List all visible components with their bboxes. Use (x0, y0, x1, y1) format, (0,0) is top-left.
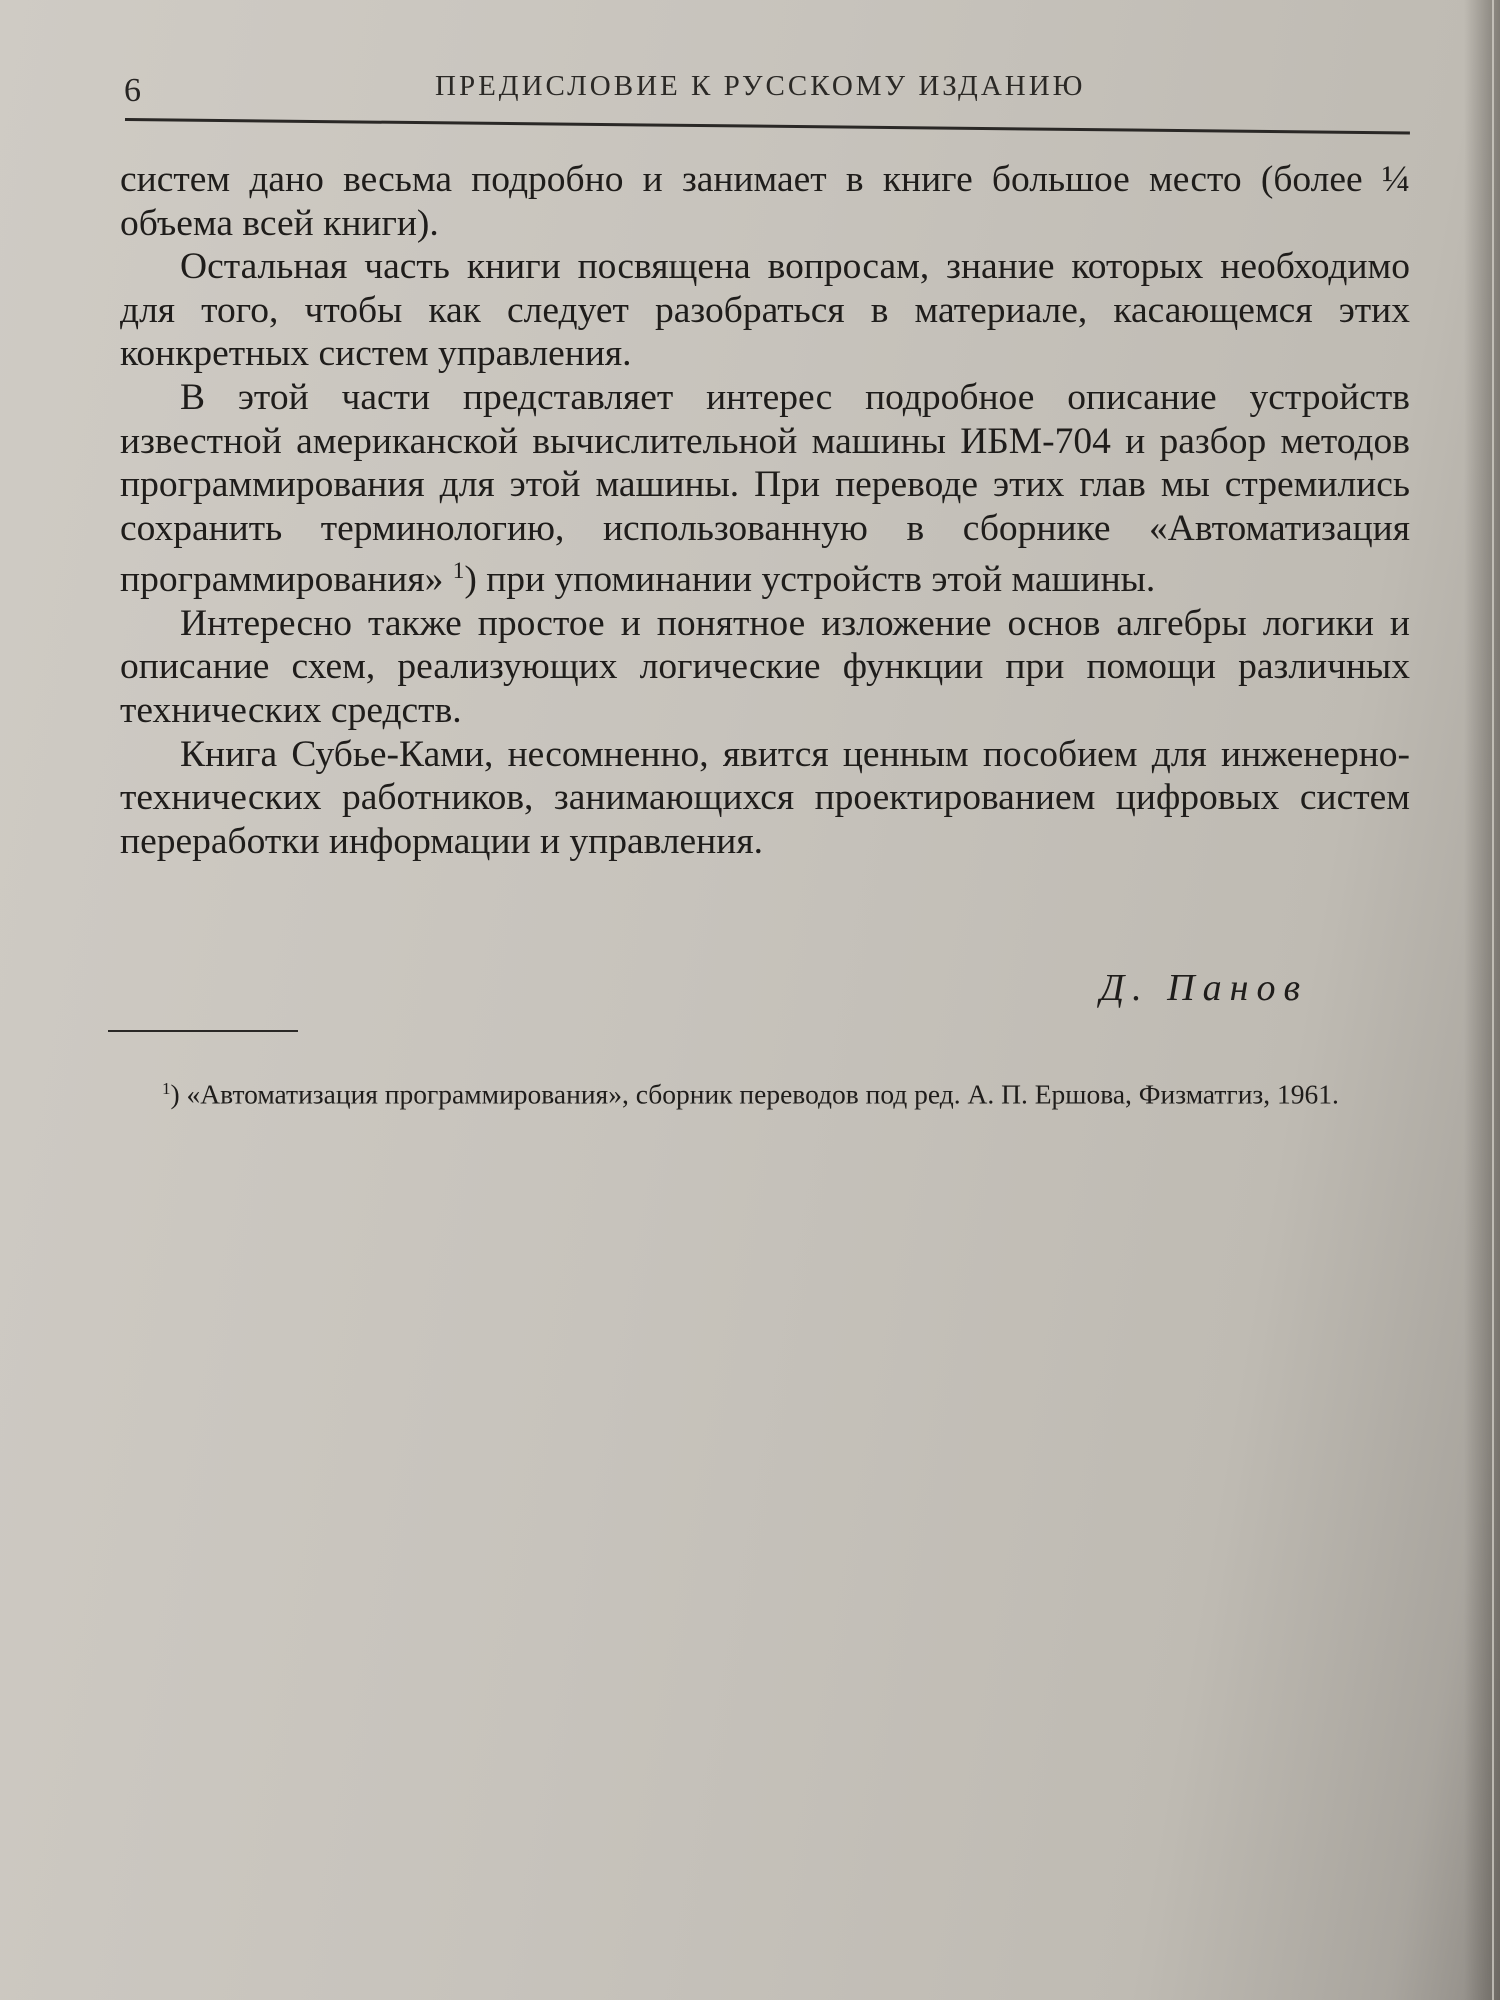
footnote-reference: 1 (452, 558, 465, 585)
paragraph-5: Книга Субье-Ками, несомненно, явится ценным пособием для инженерно-технических работников, занимающихся проектированием цифровых систем переработки информации и управления. (120, 733, 1410, 862)
page-edge (1492, 0, 1494, 2000)
paragraph-3 (120, 376, 1410, 602)
running-head: ПРЕДИСЛОВИЕ К РУССКОМУ ИЗДАНИЮ (435, 70, 1086, 102)
page-header (120, 66, 1410, 109)
footnote (104, 1070, 1380, 1113)
body-text (120, 158, 1410, 863)
paragraph-3-text-end: ) при упоминании устройств этой машины. (464, 559, 1156, 601)
author-signature: Д. Панов (1100, 967, 1308, 1009)
page-shadow (1464, 0, 1500, 2000)
paragraph-1: систем дано весьма подробно и занимает в книге большое место (более ¼ объема всей книги). (120, 159, 1410, 244)
footnote-text: ) «Автоматизация программирования», сборник переводов под ред. А. П. Ершова, Физматгиз, 1961. (170, 1078, 1339, 1110)
header-rule (125, 118, 1410, 134)
page-number: 6 (124, 72, 141, 109)
paragraph-3-text: В этой части представляет интерес подробное описание устройств известной американской вычислительной машины ИБМ-704 и разбор методов программирования для этой машины. При переводе этих глав мы стремились сохранить терминологию, использованную в сборнике «Автоматизация программирования» (120, 376, 1410, 601)
paragraph-4: Интересно также простое и понятное изложение основ алгебры логики и описание схем, реализующих логические функции при помощи различных технических средств. (120, 602, 1410, 731)
footnote-rule (108, 1030, 298, 1032)
footnote-mark: 1 (162, 1079, 171, 1098)
paragraph-2: Остальная часть книги посвящена вопросам, знание которых необходимо для того, чтобы как следует разобраться в материале, касающемся этих конкретных систем управления. (120, 246, 1410, 375)
